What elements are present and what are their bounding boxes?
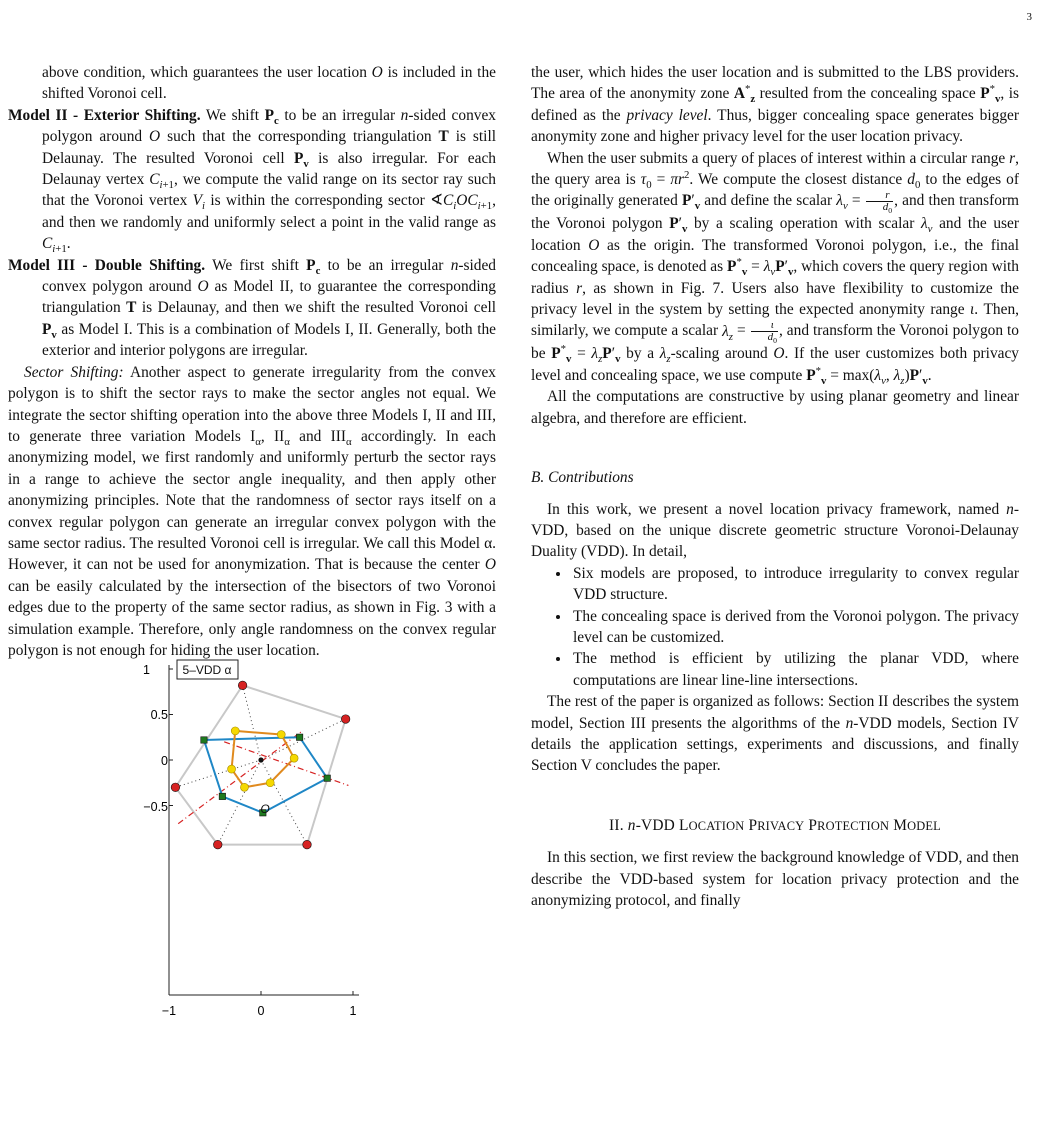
center-label: O bbox=[260, 802, 270, 816]
delaunay-vertex bbox=[324, 775, 330, 781]
center-point bbox=[258, 757, 263, 762]
delaunay-vertex bbox=[296, 734, 302, 740]
x-tick-1: 1 bbox=[349, 1004, 357, 1018]
query-paragraph: When the user submits a query of places of interest within a circular range r, the query area is $\tau_0 = \pi r^2$. We compute the closest distance $d_0$ to the edges of the originally generated $P'_v$ and define the scalar $\lambda_v$ = $\frac{r}{d_0}$ , and then transform the Voronoi polygon $P'_v$ by a scaling operation with scalar $\lambda_v$ and the user location O as the origin. The transformed Voronoi polygon, i.e., the final concealing space, is denoted as $P^*_v = \lambda_vP'_v$, which covers the query region with radius r, as shown in Fig. 7. Users also have flexibility to customize the privacy level in the system by setting the expected anonymity range ι. Then, similarly, we compute a scalar $\lambda_z$ = $\frac{\iota}{d_0}$ , and transform the Voronoi polygon to be $P^*_v = \lambda_zP'_v$ by a $\lambda_z$-scaling around O. If the user customizes both privacy level and concealing space, we use compute $P^*_v = \max(\lambda_v$, $\lambda_z)P'_v$. bbox=[531, 149, 1020, 387]
computation-paragraph: All the computations are constructive by using planar geometry and linear algebra, and therefore are efficient. bbox=[531, 388, 1019, 427]
y-tick-neg0-5: −0.5 bbox=[143, 800, 168, 814]
model-iii-paragraph: Model III - Double Shifting. We first shift $P_c$ to be an irregular n-sided convex polygon around O as Model II, to guarantee the corresponding triangulation T is Delaunay, and then we shift the resulted Voronoi cell $P_v$ as Model I. This is a combination of Models I, II. Generally, both the exterior and interior polygons are irregular. bbox=[8, 256, 497, 360]
delaunay-vertex bbox=[201, 737, 207, 743]
voronoi-vertex bbox=[240, 783, 248, 791]
outer-vertex bbox=[171, 783, 180, 792]
bisector-line bbox=[178, 731, 302, 824]
section-ii-heading: II. n-VDD LOCATION PRIVACY PROTECTION MODEL bbox=[609, 816, 941, 834]
list-item: • Six models are proposed, to introduce irregularity to convex regular VDD structure. bbox=[571, 563, 1019, 606]
y-tick-1: 1 bbox=[143, 663, 150, 677]
contributions-intro: In this work, we present a novel location privacy framework, named n-VDD, based on the unique discrete geometric structure Voronoi-Delaunay Duality (VDD). In detail, bbox=[531, 500, 1019, 561]
continued-paragraph: above condition, which guarantees the user location O is included in the shifted Voronoi cell. bbox=[42, 64, 496, 103]
x-tick-neg1: −1 bbox=[161, 1004, 177, 1018]
voronoi-vertex bbox=[231, 727, 239, 735]
sector-shifting-paragraph: Sector Shifting: Another aspect to generate irregularity from the convex polygon is to shift the sector rays to make the sector angles not equal. We integrate the sector shifting operation into the above three Models I, II and III, to generate three variation Models $I_\alpha$, $II_\alpha$ and $III_\alpha$ accordingly. In each anonymizing model, we first randomly and uniformly perturb the sector rays in a range to achieve the sector angle inequality, and then apply other anonymizing principles. Note that the randomness of sector rays itself on a convex regular polygon can generate an irregular convex polygon with the same sector radius. The resulted Voronoi cell is irregular. We call this Model α. However, it can not be used for anonymization. That is because the center O can be easily calculated by the intersection of the bisectors of two Voronoi edges due to the property of the same sector radius, as shown in Fig. 3 with a simulation example. Therefore, only angle randomness on the convex regular polygon is not enough for hiding the user location. bbox=[8, 363, 496, 659]
list-item: • The concealing space is derived from the Voronoi polygon. The privacy level can be customized. bbox=[571, 606, 1019, 649]
delaunay-vertex bbox=[219, 793, 225, 799]
model-ii-title: Model II - Exterior Shifting. bbox=[8, 106, 201, 124]
outer-vertex bbox=[341, 715, 350, 724]
outer-polygon bbox=[175, 685, 345, 844]
lbs-paragraph: the user, which hides the user location and is submitted to the LBS providers. The area of the anonymity zone $A^*_z$ resulted from the concealing space $P^*_v$, is defined as the privacy level. Thus, bigger concealing space generates bigger anonymity zone and higher privacy level for the user location privacy. bbox=[531, 64, 1020, 146]
figure-5vdd-alpha bbox=[128, 655, 388, 1020]
x-tick-0: 0 bbox=[257, 1004, 265, 1018]
right-column bbox=[531, 62, 1019, 911]
voronoi-vertex bbox=[290, 754, 298, 762]
figure-plot bbox=[128, 655, 388, 1020]
sector-shifting-title: Sector Shifting: bbox=[24, 363, 124, 381]
list-item: • The method is efficient by utilizing the planar VDD, where computations are linear line-line intersections. bbox=[571, 648, 1019, 691]
voronoi-vertex bbox=[266, 779, 274, 787]
section-ii-intro: In this section, we first review the background knowledge of VDD, and then describe the VDD-based system for location privacy protection and the anonymizing protocol, and finally bbox=[531, 849, 1019, 909]
model-iii-title: Model III - Double Shifting. bbox=[8, 256, 206, 274]
sector-ray bbox=[261, 719, 346, 760]
voronoi-vertex bbox=[228, 765, 236, 773]
voronoi-vertex bbox=[277, 731, 285, 739]
page-number: 3 bbox=[1026, 11, 1032, 23]
subsection-contributions: B. Contributions bbox=[531, 469, 634, 487]
left-column bbox=[8, 62, 496, 661]
contributions-list bbox=[531, 563, 1019, 691]
model-ii-paragraph: Model II - Exterior Shifting. We shift $P_c$ to be an irregular n-sided convex polygon around O such that the corresponding triangulation T is still Delaunay. The resulted Voronoi cell $P_v$ is also irregular. For each Delaunay vertex $C_{i+1}$, we compute the valid range on its sector ray such that the Voronoi vertex $V_i$ is within the corresponding sector $∢C_iOC_{i+1}$, and then we randomly and uniformly select a point in the valid range as $C_{i+1}$. bbox=[8, 106, 496, 256]
y-tick-0: 0 bbox=[161, 754, 168, 768]
outer-vertex bbox=[213, 840, 222, 849]
y-tick-0-5: 0.5 bbox=[150, 708, 168, 722]
legend-label: 5–VDD α bbox=[182, 663, 232, 677]
outer-vertex bbox=[238, 681, 247, 690]
outer-vertex bbox=[303, 840, 312, 849]
organization-paragraph: The rest of the paper is organized as follows: Section II describes the system model, Section III presents the algorithms of the n-VDD models, Section IV details the application settings, experiments and discussions, and finally Section V concludes the paper. bbox=[531, 693, 1019, 775]
